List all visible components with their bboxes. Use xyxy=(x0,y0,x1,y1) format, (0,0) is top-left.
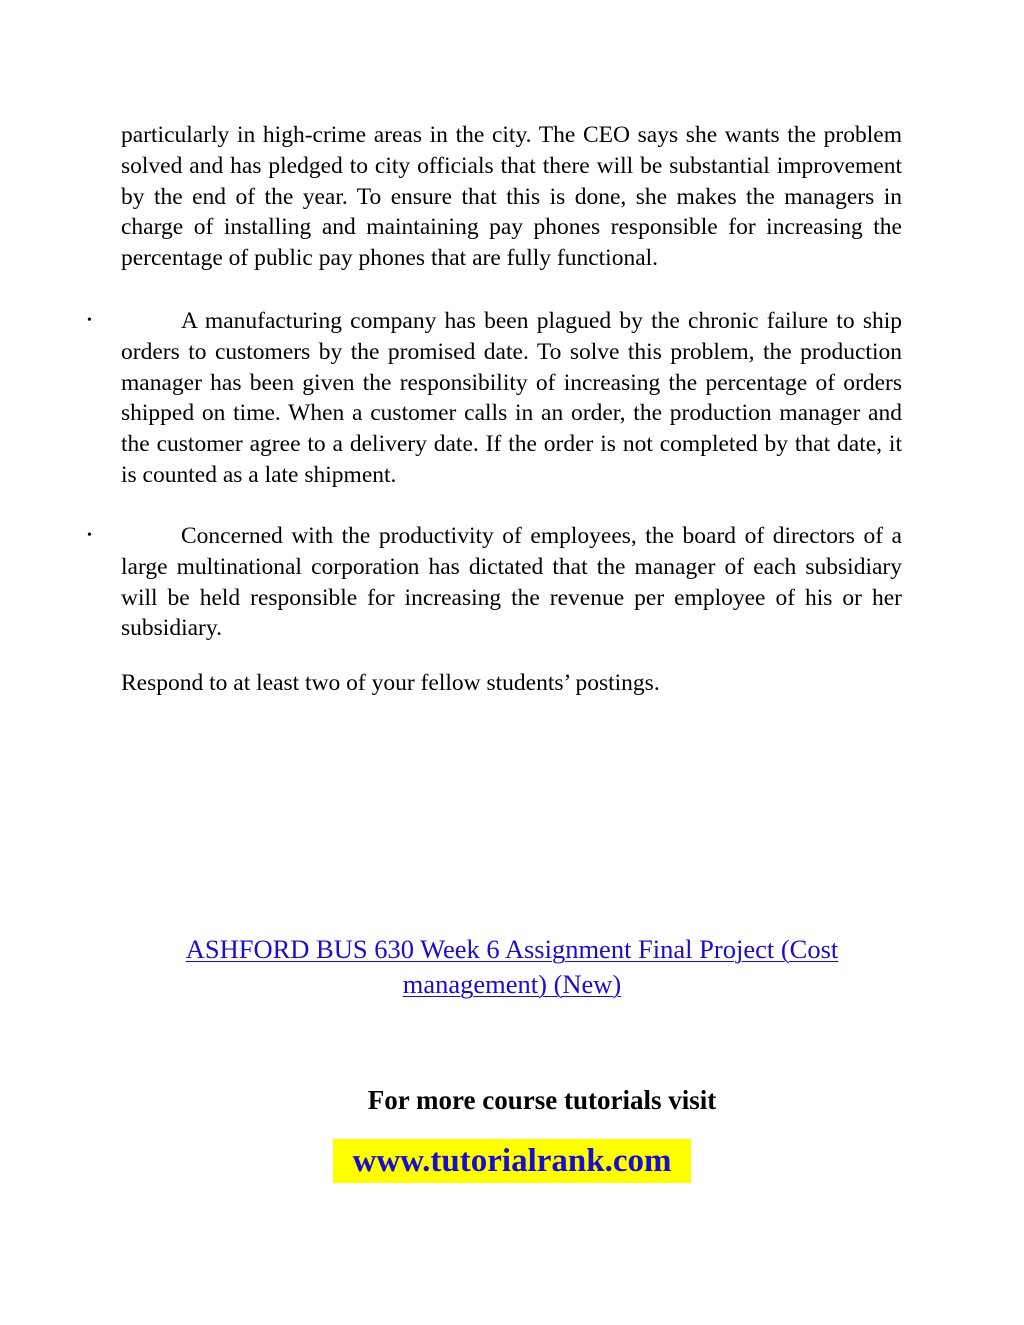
course-link[interactable] xyxy=(186,934,839,999)
bullet-marker: • xyxy=(87,528,92,543)
list-item-text: A manufacturing company has been plagued by the chronic failure to ship orders to customers by the promised date. To solve this problem, the production manager has been given the responsibility of increasing the percentage of orders shipped on time. When a customer calls in an order, the production manager and the customer agree to a delivery date. If the order is not completed by that date, it is counted as a late shipment. xyxy=(121,308,902,488)
course-link-line2: management) (New) xyxy=(402,969,622,999)
website-highlight xyxy=(333,1139,691,1183)
bullet-marker: • xyxy=(87,313,92,328)
list-item xyxy=(87,306,902,491)
course-link-block xyxy=(100,932,924,1002)
promo-heading: For more course tutorials visit xyxy=(367,1085,717,1115)
website-link[interactable]: www.tutorialrank.com xyxy=(352,1143,672,1179)
list-item xyxy=(87,521,902,644)
continuation-paragraph: particularly in high-crime areas in the city. The CEO says she wants the problem solved and has pledged to city officials that there will be substantial improvement by the end of the year. To ensure that this is done, she makes the managers in charge of installing and maintaining pay phones responsible for increasing the percentage of public pay phones that are fully functional. xyxy=(121,122,902,272)
respond-instruction: Respond to at least two of your fellow students’ postings. xyxy=(121,670,660,696)
course-link-line1: ASHFORD BUS 630 Week 6 Assignment Final Project (Cost xyxy=(185,934,839,964)
list-item-text: Concerned with the productivity of employees, the board of directors of a large multinational corporation has dictated that the manager of each subsidiary will be held responsible for increasing the revenue per employee of his or her subsidiary. xyxy=(121,523,902,642)
